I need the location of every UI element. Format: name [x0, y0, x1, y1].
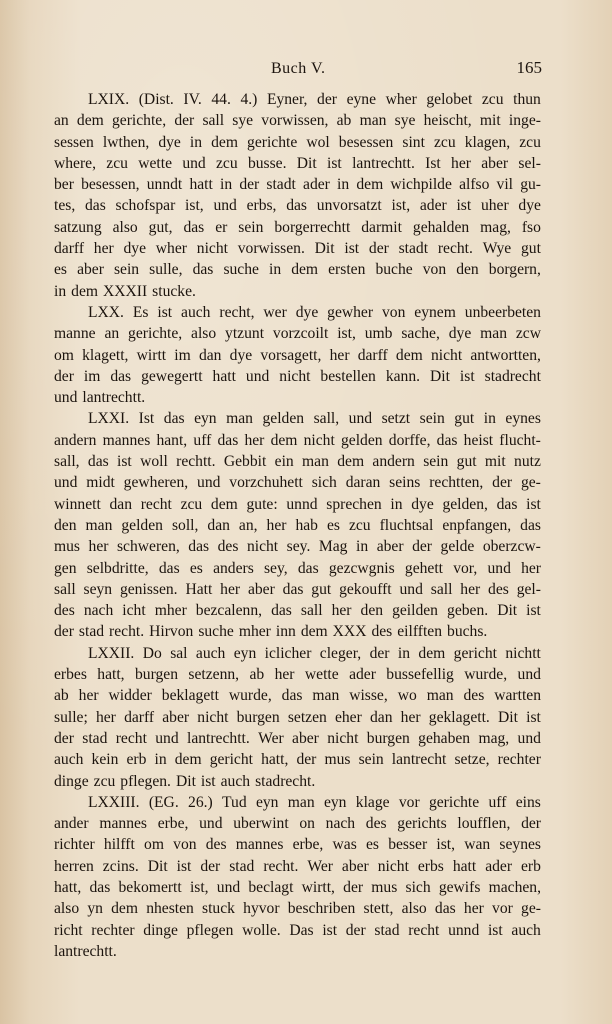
text-line: des nach icht mher bezcalenn, das sall her den geilden geben. Dit ist — [54, 602, 541, 620]
text-line: auch kein erb in dem gericht hatt, der mus sein lantrecht setze, rechter — [54, 751, 541, 769]
text-line: richter hilfft om von des mannes erbe, was es besser ist, wan seynes — [54, 836, 541, 854]
text-line: LXX. Es ist auch recht, wer dye gewher von eynem unbeerbeten — [88, 303, 541, 321]
text-line: herren zcins. Dit ist der stad recht. Wer aber nicht erbs hatt ader erb — [54, 857, 541, 875]
paragraph-lxxiii — [54, 792, 541, 962]
text-line: der im das gewegertt hatt und nicht bestellen kann. Dit ist stadrecht — [54, 367, 541, 385]
text-line: lantrechtt. — [54, 942, 117, 960]
text-line: der stad recht. Hirvon suche mher inn dem XXX des eilfften buchs. — [54, 623, 488, 641]
text-line: erbes hatt, burgen setzenn, ab her wette ader bussefellig wurde, und — [54, 666, 541, 684]
paragraph-lxxii — [54, 643, 541, 792]
text-line: LXXI. Ist das eyn man gelden sall, und setzt sein gut in eynes — [88, 410, 541, 428]
text-line: LXXIII. (EG. 26.) Tud eyn man eyn klage vor gerichte uff eins — [88, 793, 541, 811]
running-head: Buch V. — [271, 60, 326, 77]
text-line: where, zcu wette und zcu busse. Dit ist lantrechtt. Ist her aber sel- — [54, 154, 541, 172]
text-line: om klagett, wirtt im dan dye vorsagett, her darff dem nicht antwortten, — [54, 346, 541, 364]
text-line: der stad recht und lantrechtt. Wer aber nicht burgen gehaben mag, und — [54, 729, 541, 747]
text-line: an dem gerichte, der sall sye vorwissen, ab man sye heischt, mit inge- — [54, 112, 541, 130]
paragraph-lxxi — [54, 408, 541, 642]
text-line: richt rechter dinge pflegen wolle. Das ist der stad recht unnd ist auch — [54, 921, 541, 939]
text-line: andern mannes hant, uff das her dem nicht gelden dorffe, das heist flucht- — [54, 431, 541, 449]
text-line: LXXII. Do sal auch eyn iclicher cleger, der in dem gericht nichtt — [88, 644, 541, 662]
text-line: sessen lwthen, dye in dem gerichte wol besessen sint zcu klagen, zcu — [54, 133, 541, 151]
page-header — [56, 58, 556, 84]
text-line: sall, das ist woll rechtt. Gebbit ein man dem andern sein gut mit nutz — [54, 453, 541, 471]
page-number: 165 — [516, 58, 542, 77]
text-line: gen selbdritte, das es anders sey, das gezcwgnis gehett vor, und her — [54, 559, 541, 577]
text-line: LXIX. (Dist. IV. 44. 4.) Eyner, der eyne wher gelobet zcu thun — [88, 91, 541, 108]
text-line: dinge zcu pflegen. Dit ist auch stadrecht. — [54, 772, 316, 790]
text-line: mus her schweren, das des nicht sey. Mag in aber der gelde oberzcw- — [54, 538, 541, 556]
text-line: ab her widder beklagett wurde, das man wisse, wo man des wartten — [54, 687, 541, 705]
paragraph-lxix — [54, 89, 541, 302]
text-line: in dem XXXII stucke. — [54, 282, 196, 300]
paragraph-lxx — [54, 302, 541, 408]
text-line: den man gelden soll, dan an, her hab es zcu fluchtsal enpfangen, das — [54, 516, 541, 534]
text-line: und lantrechtt. — [54, 389, 146, 407]
text-line: winnett dan recht zcu dem gute: unnd sprechen in dye gelden, das ist — [54, 495, 541, 513]
body-text — [54, 89, 541, 962]
text-line: manne an gerichte, also ytzunt vorzcoilt ist, umb sache, dye man zcw — [54, 325, 541, 343]
text-line: hatt, das bekomertt ist, und beclagt wirtt, der mus sich gewifs machen, — [54, 878, 541, 896]
text-line: ber besessen, unndt hatt in der stadt ader in dem wichpilde alfso vil gu- — [54, 176, 541, 194]
text-line: und midt gewheren, und vorzchuhett sich daran seins rechtten, der ge- — [54, 474, 541, 492]
text-line: es aber sein sulle, das suche in dem ersten buche von den borgern, — [54, 261, 541, 279]
text-line: also yn dem nhesten stuck hyvor beschriben stett, also das her vor ge- — [54, 900, 541, 918]
text-line: sall seyn genissen. Hatt her aber das gut gekoufft und sall her des gel- — [54, 580, 541, 598]
text-line: darff her dye wher nicht vorwissen. Dit ist der stadt recht. Wye gut — [54, 240, 541, 258]
text-line: ander mannes erbe, und uberwint on nach des gerichts loufflen, der — [54, 815, 541, 833]
text-line: tes, das schofspar ist, und erbs, das unvorsatzt ist, ader ist uher dye — [54, 197, 541, 215]
text-line: satzung also gut, das er sein borgerrechtt darmit gehalden mag, fso — [54, 218, 541, 236]
text-line: sulle; her darff aber nicht burgen setzen eher dan her geklagett. Dit ist — [54, 708, 541, 726]
